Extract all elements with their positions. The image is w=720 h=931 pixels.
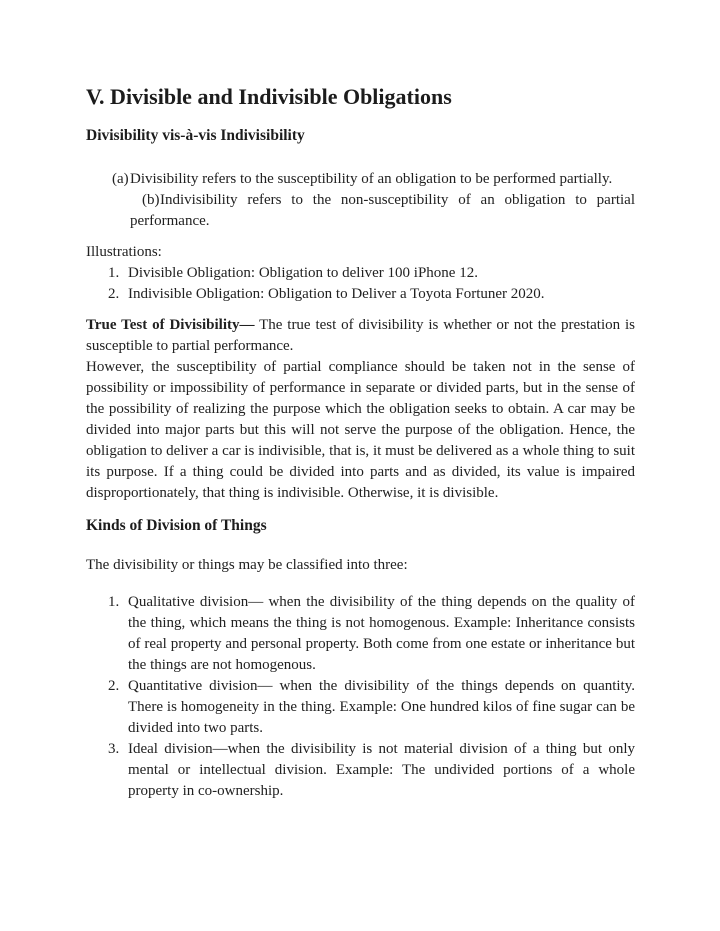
list-marker: 2. bbox=[108, 286, 120, 302]
illustrations-list bbox=[86, 263, 635, 305]
list-item-text: Divisible Obligation: Obligation to deliver 100 iPhone 12. bbox=[128, 265, 478, 281]
true-test-text: The true test of divisibility is whether or not the prestation is susceptible to partial performance. bbox=[86, 317, 636, 354]
list-item bbox=[86, 263, 635, 284]
list-item-b bbox=[86, 190, 635, 232]
paragraph-however: However, the susceptibility of partial compliance should be taken not in the sense of possibility or impossibility of performance in separate or divided parts, but in the sense of the possibility of realizing the purpose which the obligation seeks to obtain. A car may be divided into major parts but this will not serve the purpose of the obligation. Hence, the obligation to deliver a car is indivisible, that is, it must be delivered as a whole thing to suit its purpose. If a thing could be divided into parts and as divided, its value is impaired disproportionately, that thing is indivisible. Otherwise, it is divisible. bbox=[86, 359, 635, 501]
list-item-text: Quantitative division— when the divisibility of the things depends on quantity. There is homogeneity in the thing. Example: One hundred kilos of fine sugar can be divided into two parts. bbox=[128, 678, 635, 736]
list-item bbox=[86, 739, 635, 802]
list-marker: 3. bbox=[108, 741, 120, 757]
list-marker: 1. bbox=[108, 594, 120, 610]
kinds-list bbox=[86, 592, 635, 802]
list-item-text: Indivisible Obligation: Obligation to Deliver a Toyota Fortuner 2020. bbox=[128, 286, 545, 302]
section-heading-kinds: Kinds of Division of Things bbox=[86, 517, 267, 534]
true-test-lead: True Test of Divisibility— bbox=[86, 317, 255, 333]
list-item-text: Ideal division—when the divisibility is not material division of a thing but only mental or intellectual division. Example: The undivided portions of a whole property in co-ownership. bbox=[128, 741, 635, 799]
lettered-list bbox=[86, 169, 635, 232]
kinds-intro: The divisibility or things may be classified into three: bbox=[86, 557, 408, 573]
section-heading-divisibility: Divisibility vis-à-vis Indivisibility bbox=[86, 127, 305, 144]
page-title: V. Divisible and Indivisible Obligations bbox=[86, 84, 452, 109]
list-item-text: Divisibility refers to the susceptibility of an obligation to be performed partially. bbox=[130, 171, 613, 187]
true-test-block bbox=[86, 315, 635, 504]
list-item bbox=[86, 284, 635, 305]
illustrations-label: Illustrations: bbox=[86, 244, 162, 260]
list-marker: 2. bbox=[108, 678, 120, 694]
list-item bbox=[86, 676, 635, 739]
list-item-a bbox=[86, 169, 635, 190]
list-item-text: Indivisibility refers to the non-susceptibility of an obligation to partial performance. bbox=[130, 192, 635, 229]
list-item bbox=[86, 592, 635, 676]
list-item-text: Qualitative division— when the divisibility of the thing depends on the quality of the thing, which means the thing is not homogenous. Example: Inheritance consists of real property and personal property. Both come from one estate or inheritance but the things are not homogenous. bbox=[128, 594, 635, 673]
list-marker: 1. bbox=[108, 265, 120, 281]
list-marker: (b) bbox=[142, 192, 160, 208]
list-marker: (a) bbox=[112, 171, 129, 187]
paragraph-true-test bbox=[86, 315, 635, 357]
illustrations-block bbox=[86, 242, 635, 305]
